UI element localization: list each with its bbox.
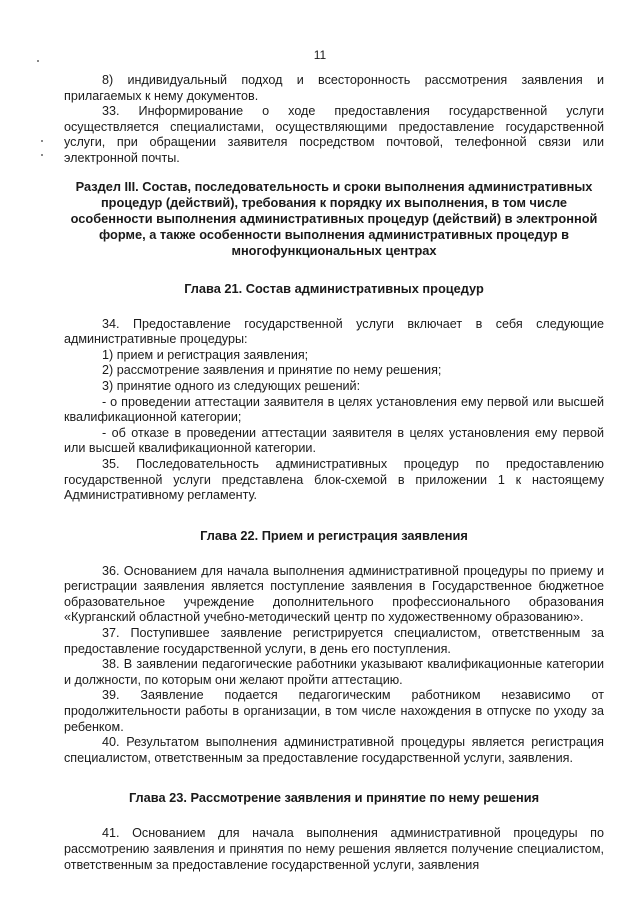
- paragraph: 33. Информирование о ходе предоставления государственной услуги осуществляется специалистами, осуществляющими предоставление государственной услуги, при обращении заявителя посредством почтовой, телефонной связи или электронной почты.: [64, 104, 604, 165]
- chapter-heading: Глава 23. Рассмотрение заявления и принятие по нему решения: [128, 790, 540, 806]
- scan-mark: [41, 140, 43, 142]
- paragraph: 40. Результатом выполнения административной процедуры является регистрация специалистом, ответственным за предоставление государственной услуги, заявления.: [64, 735, 604, 765]
- paragraph: 35. Последовательность административных процедур по предоставлению государственной услуги представлена блок-схемой в приложении 1 к настоящему Административному регламенту.: [64, 456, 604, 503]
- section-heading: Раздел III. Состав, последовательность и сроки выполнения административных процедур (действий), требования к порядку их выполнения, в том числе особенности выполнения административных процедур (действий) в электронной форме, а также особенности выполнения административных процедур в многофункциональных центрах: [70, 178, 598, 258]
- paragraph: 38. В заявлении педагогические работники указывают квалификационные категории и должности, по которым они желают пройти аттестацию.: [64, 657, 604, 687]
- page-number: 11: [313, 48, 327, 62]
- chapter-heading: Глава 22. Прием и регистрация заявления: [200, 527, 468, 543]
- document-body: [64, 73, 604, 873]
- paragraph: 36. Основанием для начала выполнения административной процедуры по приему и регистрации заявления является поступление заявления в Государственное бюджетное образовательное учреждение дополнительного профессионального образования «Курганский областной учебно-методический центр по художественному образованию».: [64, 563, 604, 625]
- paragraph: 39. Заявление подается педагогическим работником независимо от продолжительности работы в организации, в том числе нахождения в отпуске по уходу за ребенком.: [64, 688, 604, 734]
- paragraph: 8) индивидуальный подход и всесторонность рассмотрения заявления и прилагаемых к нему документов.: [64, 73, 604, 103]
- list-item: 2) рассмотрение заявления и принятие по нему решения;: [102, 363, 442, 378]
- list-item: 1) прием и регистрация заявления;: [102, 347, 309, 362]
- list-item: - о проведении аттестации заявителя в целях установления ему первой или высшей квалификационной категории;: [64, 394, 604, 425]
- scan-mark: [41, 154, 43, 156]
- paragraph: 37. Поступившее заявление регистрируется специалистом, ответственным за предоставление государственной услуги, в день его поступления.: [64, 626, 604, 656]
- scan-mark: [37, 60, 39, 62]
- paragraph: 41. Основанием для начала выполнения административной процедуры по рассмотрению заявления и принятия по нему решения является получение специалистом, ответственным за предоставление государственной услуги, заявления: [64, 826, 604, 872]
- list-item: - об отказе в проведении аттестации заявителя в целях установления ему первой или высшей квалификационной категории.: [64, 425, 604, 456]
- paragraph: 34. Предоставление государственной услуги включает в себя следующие административные процедуры:: [64, 316, 604, 347]
- list-item: 3) принятие одного из следующих решений:: [102, 378, 361, 393]
- chapter-heading: Глава 21. Состав административных процедур: [184, 280, 484, 296]
